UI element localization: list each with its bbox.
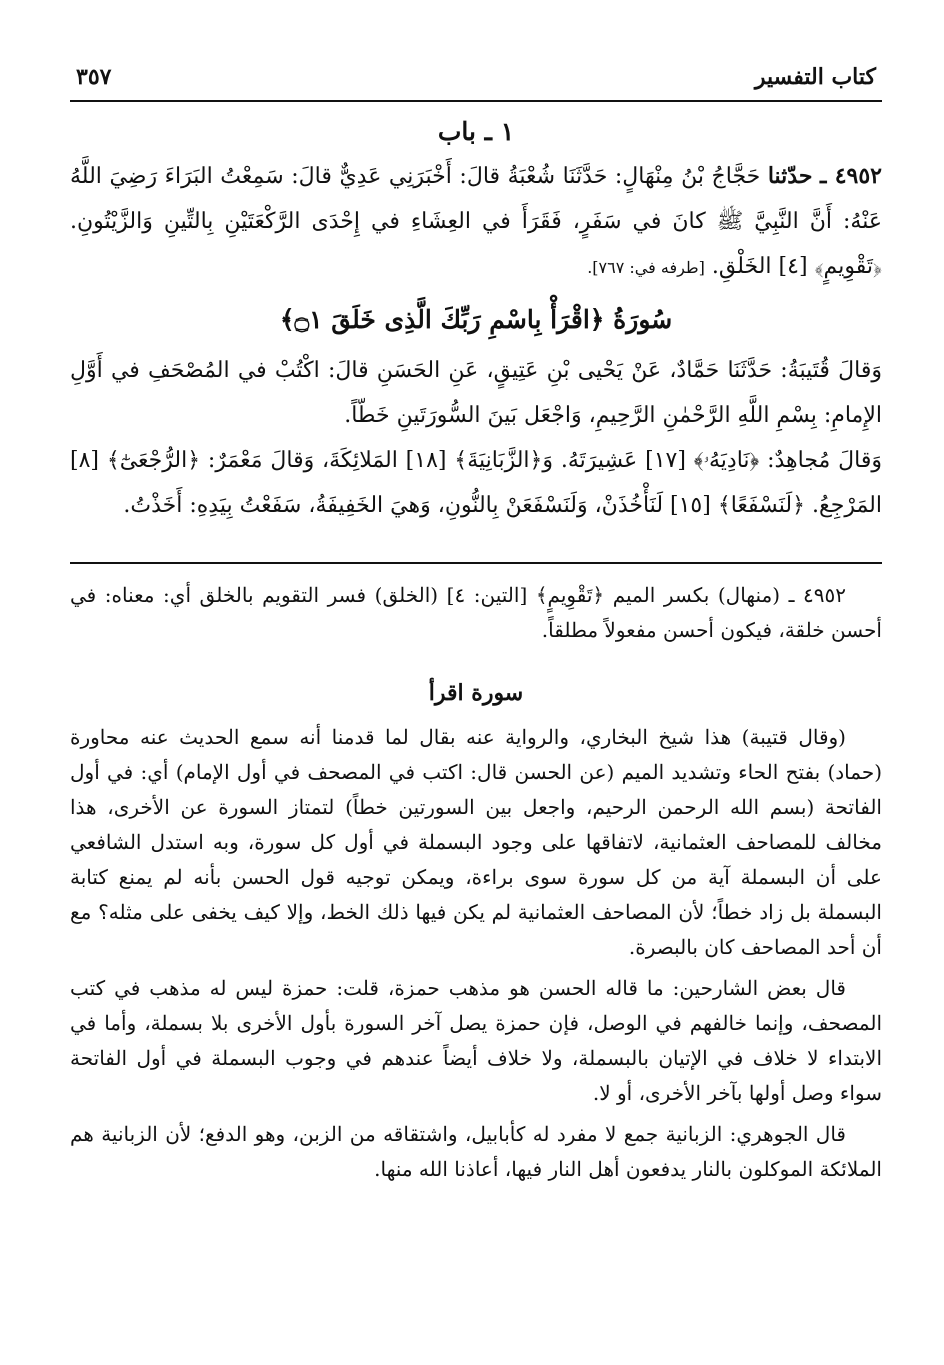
surah-paragraph-2: وَقالَ مُجاهِدٌ: ﴿نَادِيَهُۥ﴾ [١٧] عَشِيرَتَهُ. وَ﴿الزَّبَانِيَةَ﴾ [١٨] المَلائِكَةَ، وَقالَ مَعْمَرٌ: ﴿الرُّجْعَىٰٓ﴾ [٨] المَرْجِعُ. ﴿لَنَسْفَعًا﴾ [١٥] لَنَأْخُذَنْ، وَلَنَسْفَعَنْ بِالنُّونِ، وَهيَ الخَفِيفَةُ، سَفَعْتُ بِيَدِهِ: أَخَذْتُ. (70, 448, 882, 518)
page-header (70, 58, 882, 102)
main-text (70, 114, 882, 528)
commentary-paragraph-3: قال الجوهري: الزبانية جمع لا مفرد له كأبابيل، واشتقاقه من الزبن، وهو الدفع؛ لأن الزبانية هم الملائكة الموكلون بالنار يدفعون أهل النار فيها، أعاذنا الله منها. (70, 1122, 882, 1181)
hadith-body: حَجَّاجُ بْنُ مِنْهَالٍ: حَدَّثَنَا شُعْبَةُ قالَ: أَخْبَرَنِي عَدِيٌّ قالَ: سَمِعْتُ البَرَاءَ رَضِيَ اللَّهُ عَنْهُ: أَنَّ النَّبِيَّ ﷺ كانَ في سَفَرٍ، فَقَرَأَ في العِشَاءِ في إِحْدَى الرَّكْعَتَيْنِ بِالتِّينِ وَالزَّيْتُونِ. ﴿تَقْوِيمٍ﴾ [٤] الخَلْقِ. (70, 164, 882, 279)
page-number: ٣٥٧ (76, 64, 112, 90)
hadith-paragraph (70, 154, 882, 290)
chapter-heading: ١ ـ باب (437, 117, 515, 146)
commentary-section-heading: سورة اقرأ (428, 680, 524, 706)
commentary-section (70, 578, 882, 1187)
book-title: كتاب التفسير (754, 64, 876, 90)
commentary-paragraph-2: قال بعض الشارحين: ما قاله الحسن هو مذهب حمزة، قلت: حمزة ليس له مذهب في كتب المصحف، وإنما خالفهم في الوصل، فإن حمزة يصل آخر السورة بأول الأخرى بلا بسملة، وأما في الابتداء لا خلاف في الإتيان بالبسملة، ولا خلاف أيضاً عندهم في وجوب البسملة في أول الفاتحة سواء وصل أولها بآخر الأخرى، أو لا. (70, 976, 882, 1105)
footnote-divider (70, 562, 882, 564)
commentary-note-4952: ٤٩٥٢ ـ (منهال) بكسر الميم ﴿تَقْوِيمٍ﴾ [التين: ٤] (الخلق) فسر التقويم بالخلق أي: معناه: في أحسن خلقة، فيكون أحسن مفعولاً مطلقاً. (70, 583, 882, 642)
surah-paragraph-1: وَقالَ قُتَيبَةُ: حَدَّثَنَا حَمَّادٌ، عَنْ يَحْيى بْنِ عَتِيقٍ، عَنِ الحَسَنِ قالَ: اكْتُبْ في المُصْحَفِ في أَوَّلِ الإِمامِ: بِسْمِ اللَّهِ الرَّحْمٰنِ الرَّحِيمِ، وَاجْعَل بَينَ السُّورَتَينِ خَطّاً. (70, 358, 882, 428)
hadith-isnad: حدّثنا (767, 163, 813, 189)
surah-title: سُورَةُ ﴿اقْرَأْ بِاسْمِ رَبِّكَ الَّذِى خَلَقَ ۝١﴾ (279, 305, 673, 334)
hadith-reference: [طرفه في: ٧٦٧]. (587, 258, 705, 277)
commentary-paragraph-1: (وقال قتيبة) هذا شيخ البخاري، والرواية عنه بقال لما قدمنا أنه سمع الحديث عنه محاورة (حماد) بفتح الحاء وتشديد الميم (عن الحسن قال: اكتب في المصحف في أول الإمام) أي: في أول الفاتحة (بسم الله الرحمن الرحيم، واجعل بين السورتين خطاً) لتمتاز السورة عن الأخرى، هذا مخالف للمصاحف العثمانية، لاتفاقها على وجود البسملة في أول كل سورة، وبه استدل الشافعي على أن البسملة آية من كل سورة سوى براءة، ويمكن توجيه قول الحسن بأنه لم يمنع كتابة البسملة بل زاد خطاً؛ لأن المصاحف العثمانية لم يكن فيها ذلك الخط، وإلا كيف يخفى على مثله؟ مع أن أحد المصاحف كان بالبصرة. (70, 725, 882, 959)
hadith-number: ٤٩٥٢ ـ (820, 163, 882, 189)
